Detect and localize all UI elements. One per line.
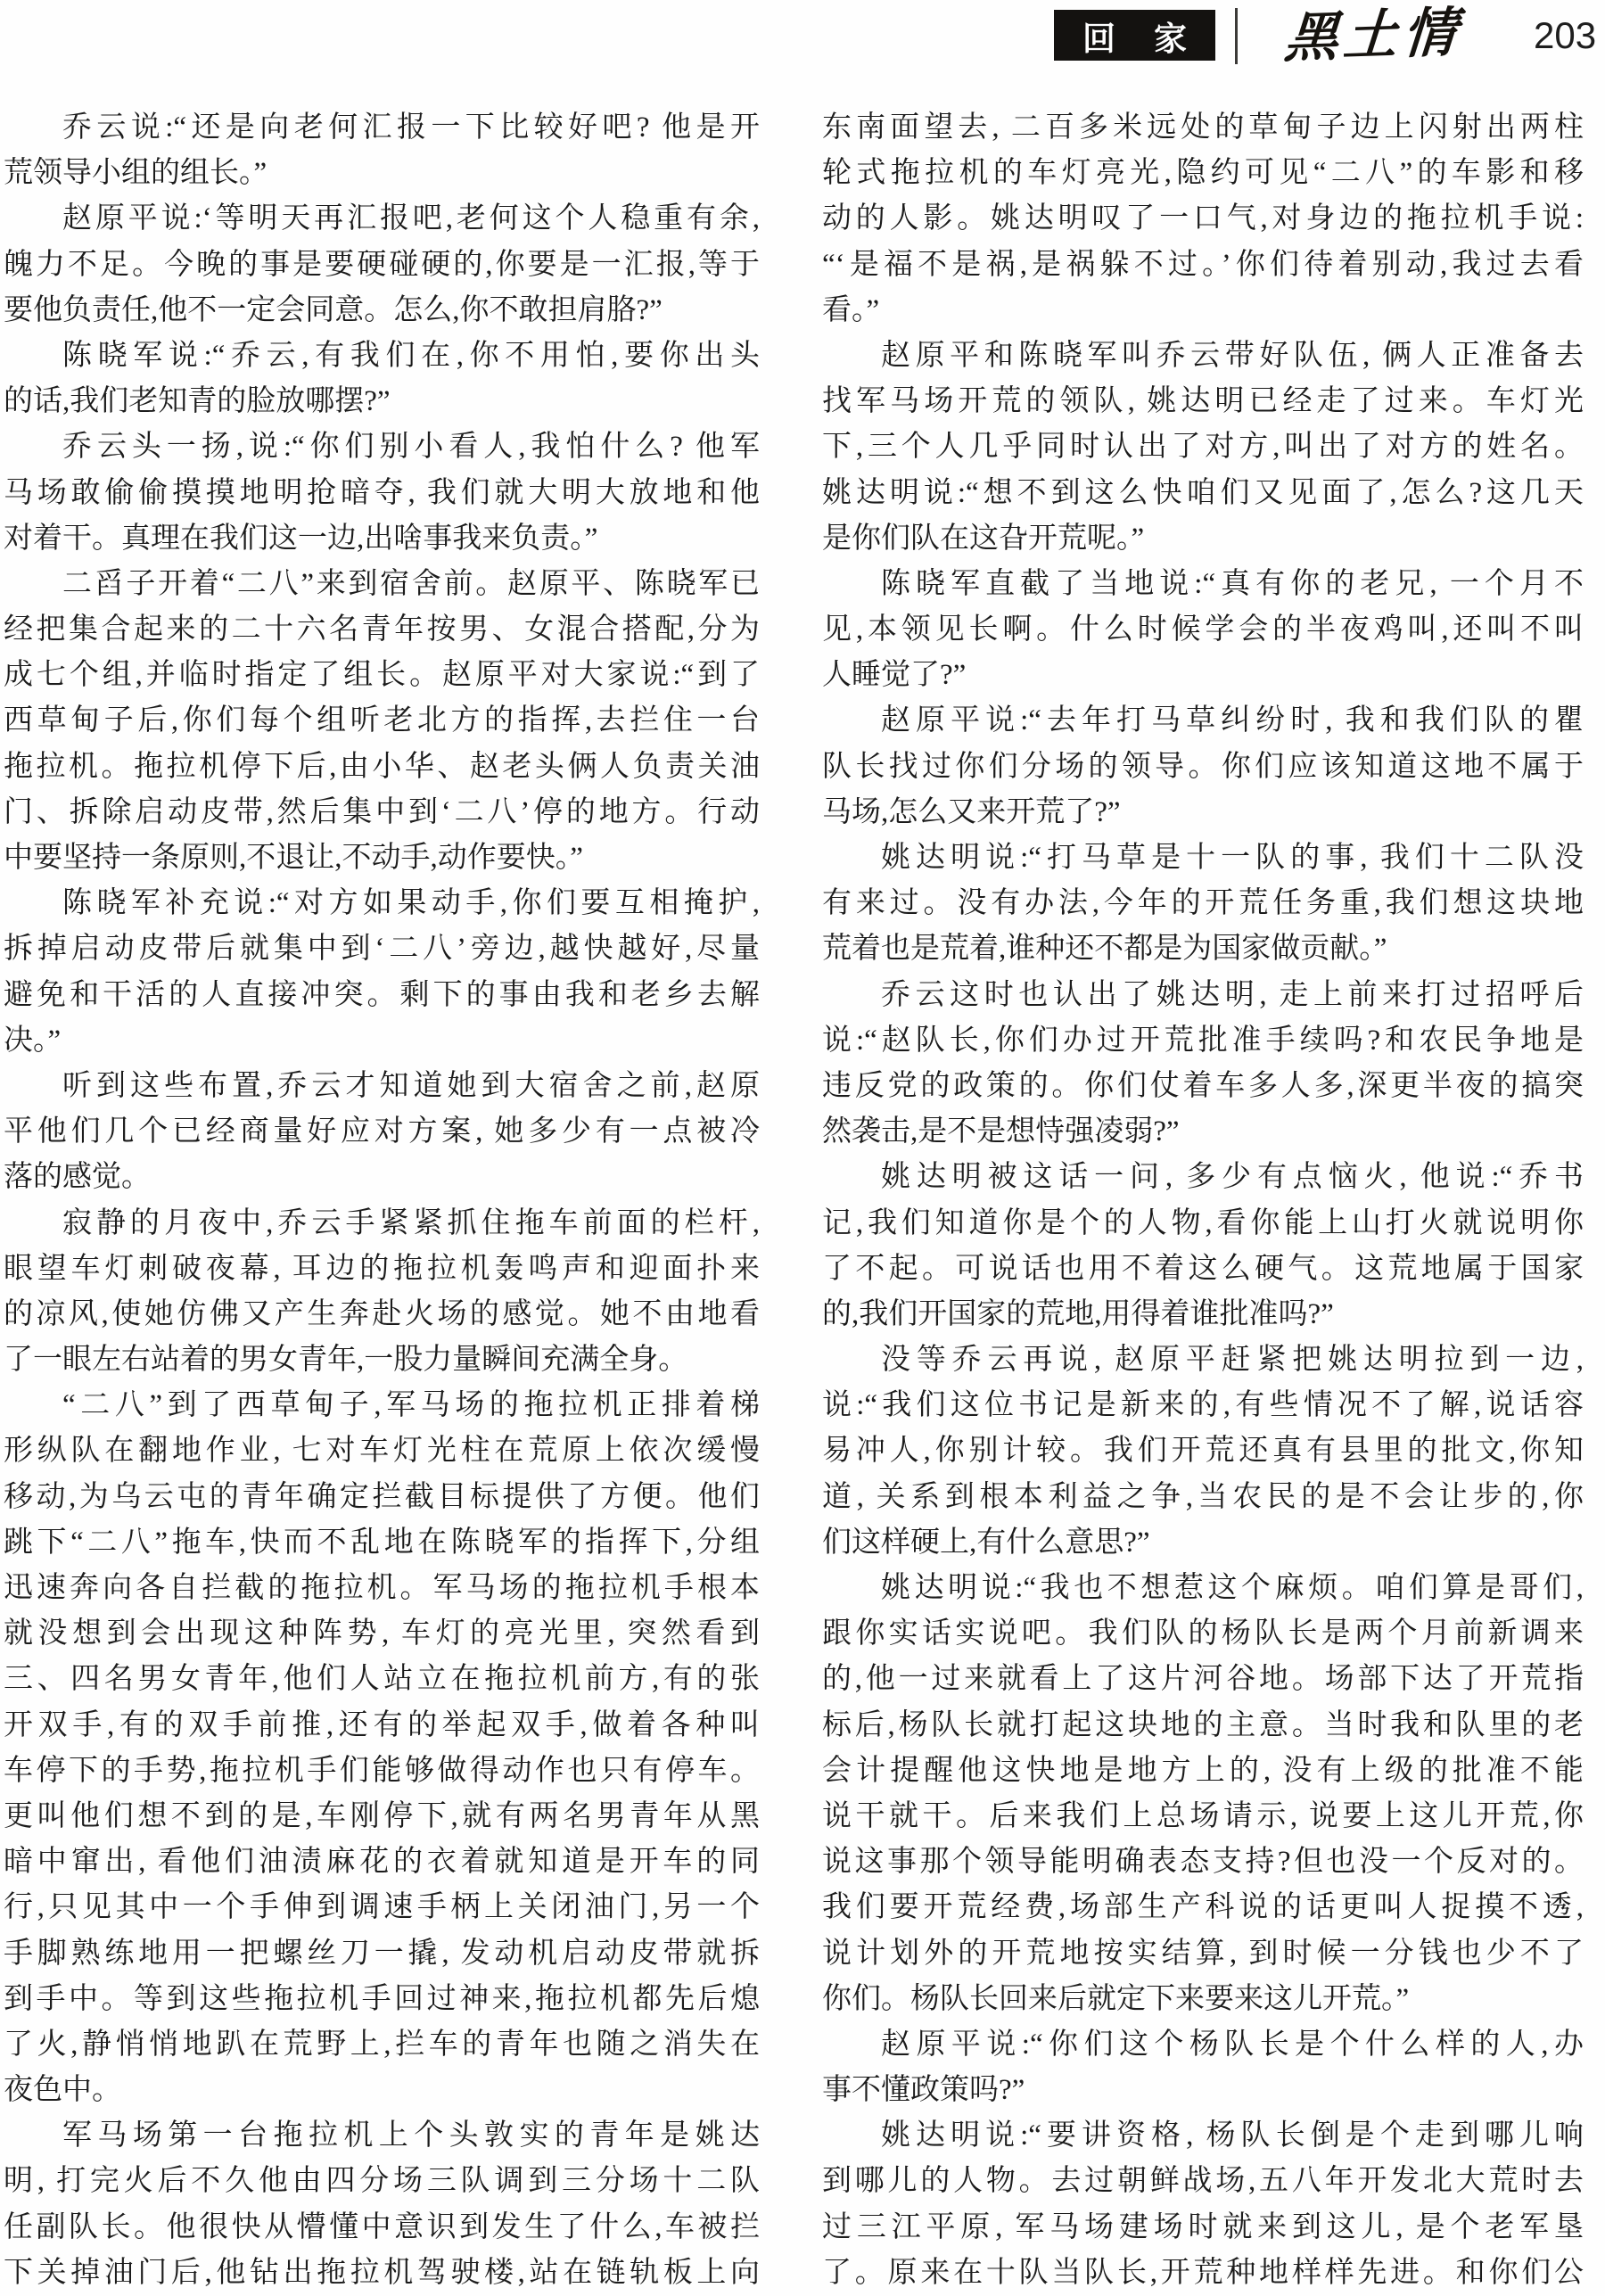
text-line: 中要坚持一条原则,不退让,不动手,动作要快。” xyxy=(4,842,583,874)
text-line: 荒领导小组的组长。” xyxy=(4,157,268,190)
text-line: 姚达明被这话一问, 多少有点恼火, 他说:“乔书 xyxy=(881,1161,1584,1194)
text-line: 的,我们开国家的荒地,用得着谁批准吗?” xyxy=(822,1297,1334,1330)
text-column-right xyxy=(822,105,1584,2296)
text-line: 开双手,有的双手前推,还有的举起双手,做着各种叫 xyxy=(4,1708,760,1741)
text-line: 事不懂政策吗?” xyxy=(822,2074,1025,2107)
text-line: 赵原平说:“去年打马草纠纷时, 我和我们队的瞿 xyxy=(881,704,1584,737)
text-line: 军马场第一台拖拉机上个头敦实的青年是姚达 xyxy=(62,2119,760,2152)
text-line: 魄力不足。今晚的事是要硬碰硬的,你要是一汇报,等于 xyxy=(4,248,760,281)
text-line: 到哪儿的人物。去过朝鲜战场,五八年开发北大荒时去 xyxy=(822,2165,1584,2198)
text-line: 下关掉油门后,他钻出拖拉机驾驶楼,站在链轨板上向 xyxy=(4,2256,760,2289)
text-line: 三、四名男女青年,他们人站立在拖拉机前方,有的张 xyxy=(4,1663,760,1696)
text-line: 然袭击,是不是想恃强凌弱?” xyxy=(822,1115,1180,1148)
text-line: 暗中窜出, 看他们油渍麻花的衣着就知道是开车的同 xyxy=(4,1846,760,1879)
text-line: 人睡觉了?” xyxy=(822,659,967,692)
text-line: 了。原来在十队当队长,开荒种地样样先进。和你们公 xyxy=(822,2256,1584,2289)
text-line: 荒着也是荒着,谁种还不都是为国家做贡献。” xyxy=(822,933,1387,966)
chapter-title-char: 家 xyxy=(1154,20,1187,57)
text-line: 下,三个人几乎同时认出了对方,叫出了对方的姓名。 xyxy=(822,431,1584,464)
text-line: 了一眼左右站着的男女青年,一股力量瞬间充满全身。 xyxy=(4,1344,688,1377)
text-line: 赵原平说:“你们这个杨队长是个什么样的人,办 xyxy=(881,2028,1584,2061)
text-line: 有来过。没有办法,今年的开荒任务重,我们想这块地 xyxy=(822,887,1584,920)
text-line: 成七个组,并临时指定了组长。赵原平对大家说:“到了 xyxy=(4,659,760,692)
text-line: 马场,怎么又来开荒了?” xyxy=(822,795,1121,828)
text-line: “二八”到了西草甸子,军马场的拖拉机正排着梯 xyxy=(62,1389,760,1422)
text-line: 平他们几个已经商量好应对方案, 她多少有一点被冷 xyxy=(4,1115,760,1148)
text-line: 看。” xyxy=(822,293,880,326)
text-line: 到手中。等到这些拖拉机手回过神来,拖拉机都先后熄 xyxy=(4,1982,760,2015)
text-line: 听到这些布置,乔云才知道她到大宿舍之前,赵原 xyxy=(62,1069,760,1102)
text-line: 姚达明说:“我也不想惹这个麻烦。咱们算是哥们, xyxy=(881,1572,1584,1604)
text-line: 说干就干。后来我们上总场请示, 说要上这儿开荒,你 xyxy=(822,1799,1584,1832)
text-line: 见,本领见长啊。什么时候学会的半夜鸡叫,还叫不叫 xyxy=(822,613,1584,646)
text-line: 门、拆除启动皮带,然后集中到‘二八’停的地方。行动 xyxy=(4,795,760,828)
text-line: 落的感觉。 xyxy=(4,1161,151,1194)
text-line: 赵原平说:‘等明天再汇报吧,老何这个人稳重有余, xyxy=(62,202,760,235)
text-line: 拖拉机。拖拉机停下后,由小华、赵老头俩人负责关油 xyxy=(4,750,760,783)
text-line: 西草甸子后,你们每个组听老北方的指挥,去拦住一台 xyxy=(4,704,760,737)
text-line: 对着干。真理在我们这一边,出啥事我来负责。” xyxy=(4,522,598,555)
text-line: 动的人影。姚达明叹了一口气,对身边的拖拉机手说: xyxy=(822,202,1584,235)
header-divider xyxy=(1235,8,1238,64)
text-line: 赵原平和陈晓军叫乔云带好队伍, 俩人正准备去 xyxy=(881,339,1584,372)
page-body xyxy=(0,105,1605,2296)
text-line: 陈晓军说:“乔云,有我们在,你不用怕,要你出头 xyxy=(62,339,760,372)
book-title-calligraphy: 黑土情 xyxy=(1282,3,1464,69)
text-line: 姚达明说:“打马草是十一队的事, 我们十二队没 xyxy=(881,842,1584,874)
text-line: 行,只见其中一个手伸到调速手柄上关闭油门,另一个 xyxy=(4,1891,760,1924)
text-line: 的话,我们老知青的脸放哪摆?” xyxy=(4,385,391,418)
text-line: 我们要开荒经费,场部生产科说的话更叫人捉摸不透, xyxy=(822,1891,1584,1924)
text-line: 寂静的月夜中,乔云手紧紧抓住拖车前面的栏杆, xyxy=(62,1206,760,1239)
text-line: 陈晓军直截了当地说:“真有你的老兄, 一个月不 xyxy=(881,567,1584,600)
text-line: 二舀子开着“二八”来到宿舍前。赵原平、陈晓军已 xyxy=(62,567,760,600)
text-line: 经把集合起来的二十六名青年按男、女混合搭配,分为 xyxy=(4,613,760,646)
text-line: 们这样硬上,有什么意思?” xyxy=(822,1526,1150,1559)
text-line: 拆掉启动皮带后就集中到‘二八’旁边,越快越好,尽量 xyxy=(4,933,760,966)
text-line: 了火,静悄悄地趴在荒野上,拦车的青年也随之消失在 xyxy=(4,2028,760,2061)
text-line: 说计划外的开荒地按实结算, 到时候一分钱也少不了 xyxy=(822,1937,1584,1970)
text-column-left xyxy=(4,105,760,2296)
text-line: 跟你实话实说吧。我们队的杨队长是两个月前新调来 xyxy=(822,1617,1584,1650)
text-line: “‘是福不是祸,是祸躲不过。’你们待着别动,我过去看 xyxy=(822,248,1584,281)
text-line: 任副队长。他很快从懵懂中意识到发生了什么,车被拦 xyxy=(4,2210,760,2243)
text-line: 避免和干活的人直接冲突。剩下的事由我和老乡去解 xyxy=(4,978,760,1011)
text-line: 队长找过你们分场的领导。你们应该知道这地不属于 xyxy=(822,750,1584,783)
text-line: 姚达明说:“想不到这么快咱们又见面了,怎么?这几天 xyxy=(822,476,1584,509)
chapter-title-box xyxy=(1054,10,1215,61)
text-line: 陈晓军补充说:“对方如果动手,你们要互相掩护, xyxy=(62,887,760,920)
text-line: 夜色中。 xyxy=(4,2074,121,2107)
text-line: 眼望车灯刺破夜幕, 耳边的拖拉机轰鸣声和迎面扑来 xyxy=(4,1252,760,1285)
text-line: 跳下“二八”拖车,快而不乱地在陈晓军的指挥下,分组 xyxy=(4,1526,760,1559)
text-line: 东南面望去, 二百多米远处的草甸子边上闪射出两柱 xyxy=(822,111,1584,144)
text-line: 是你们队在这旮开荒呢。” xyxy=(822,522,1145,555)
text-line: 迅速奔向各自拦截的拖拉机。军马场的拖拉机手根本 xyxy=(4,1572,760,1604)
text-line: 要他负责任,他不一定会同意。怎么,你不敢担肩胳?” xyxy=(4,293,663,326)
text-line: 没等乔云再说, 赵原平赶紧把姚达明拉到一边, xyxy=(881,1344,1584,1377)
text-line: 标后,杨队长就打起这块地的主意。当时我和队里的老 xyxy=(822,1708,1584,1741)
text-line: 过三江平原, 军马场建场时就来到这儿, 是个老军垦 xyxy=(822,2210,1584,2243)
text-line: 乔云头一扬,说:“你们别小看人,我怕什么? 他军 xyxy=(62,431,760,464)
text-line: 明, 打完火后不久他由四分场三队调到三分场十二队 xyxy=(4,2165,760,2198)
text-line: 手脚熟练地用一把螺丝刀一撬, 发动机启动皮带就拆 xyxy=(4,1937,760,1970)
text-line: 违反党的政策的。你们仗着车多人多,深更半夜的搞突 xyxy=(822,1069,1584,1102)
text-line: 马场敢偷偷摸摸地明抢暗夺, 我们就大明大放地和他 xyxy=(4,476,760,509)
text-line: 说:“赵队长,你们办过开荒批准手续吗?和农民争地是 xyxy=(822,1024,1584,1057)
page-number: 203 xyxy=(1534,14,1597,56)
text-line: 易冲人,你别计较。我们开荒还真有县里的批文,你知 xyxy=(822,1435,1584,1468)
text-line: 乔云这时也认出了姚达明, 走上前来打过招呼后 xyxy=(881,978,1584,1011)
text-line: 就没想到会出现这种阵势, 车灯的亮光里, 突然看到 xyxy=(4,1617,760,1650)
text-line: 车停下的手势,拖拉机手们能够做得动作也只有停车。 xyxy=(4,1754,760,1787)
text-line: 轮式拖拉机的车灯亮光,隐约可见“二八”的车影和移 xyxy=(822,157,1584,190)
text-line: 说:“我们这位书记是新来的,有些情况不了解,说话容 xyxy=(822,1389,1584,1422)
text-line: 找军马场开荒的领队, 姚达明已经走了过来。车灯光 xyxy=(822,385,1584,418)
text-line: 会计提醒他这快地是地方上的, 没有上级的批准不能 xyxy=(822,1754,1584,1787)
text-line: 的凉风,使她仿佛又产生奔赴火场的感觉。她不由地看 xyxy=(4,1297,760,1330)
text-line: 姚达明说:“要讲资格, 杨队长倒是个走到哪儿响 xyxy=(881,2119,1584,2152)
text-line: 乔云说:“还是向老何汇报一下比较好吧? 他是开 xyxy=(62,111,760,144)
chapter-title-char: 回 xyxy=(1082,20,1115,57)
text-line: 道, 关系到根本利益之争,当农民的是不会让步的,你 xyxy=(822,1480,1584,1513)
text-line: 移动,为乌云屯的青年确定拦截目标提供了方便。他们 xyxy=(4,1480,760,1513)
text-line: 了不起。可说话也用不着这么硬气。这荒地属于国家 xyxy=(822,1252,1584,1285)
text-line: 更叫他们想不到的是,车刚停下,就有两名男青年从黑 xyxy=(4,1799,760,1832)
text-line: 说这事那个领导能明确表态支持?但也没一个反对的。 xyxy=(822,1846,1584,1879)
text-line: 的,他一过来就看上了这片河谷地。场部下达了开荒指 xyxy=(822,1663,1584,1696)
text-line: 记,我们知道你是个的人物,看你能上山打火就说明你 xyxy=(822,1206,1584,1239)
text-line: 你们。杨队长回来后就定下来要来这儿开荒。” xyxy=(822,1982,1410,2015)
text-line: 决。” xyxy=(4,1024,62,1057)
text-line: 形纵队在翻地作业, 七对车灯光柱在荒原上依次缓慢 xyxy=(4,1435,760,1468)
